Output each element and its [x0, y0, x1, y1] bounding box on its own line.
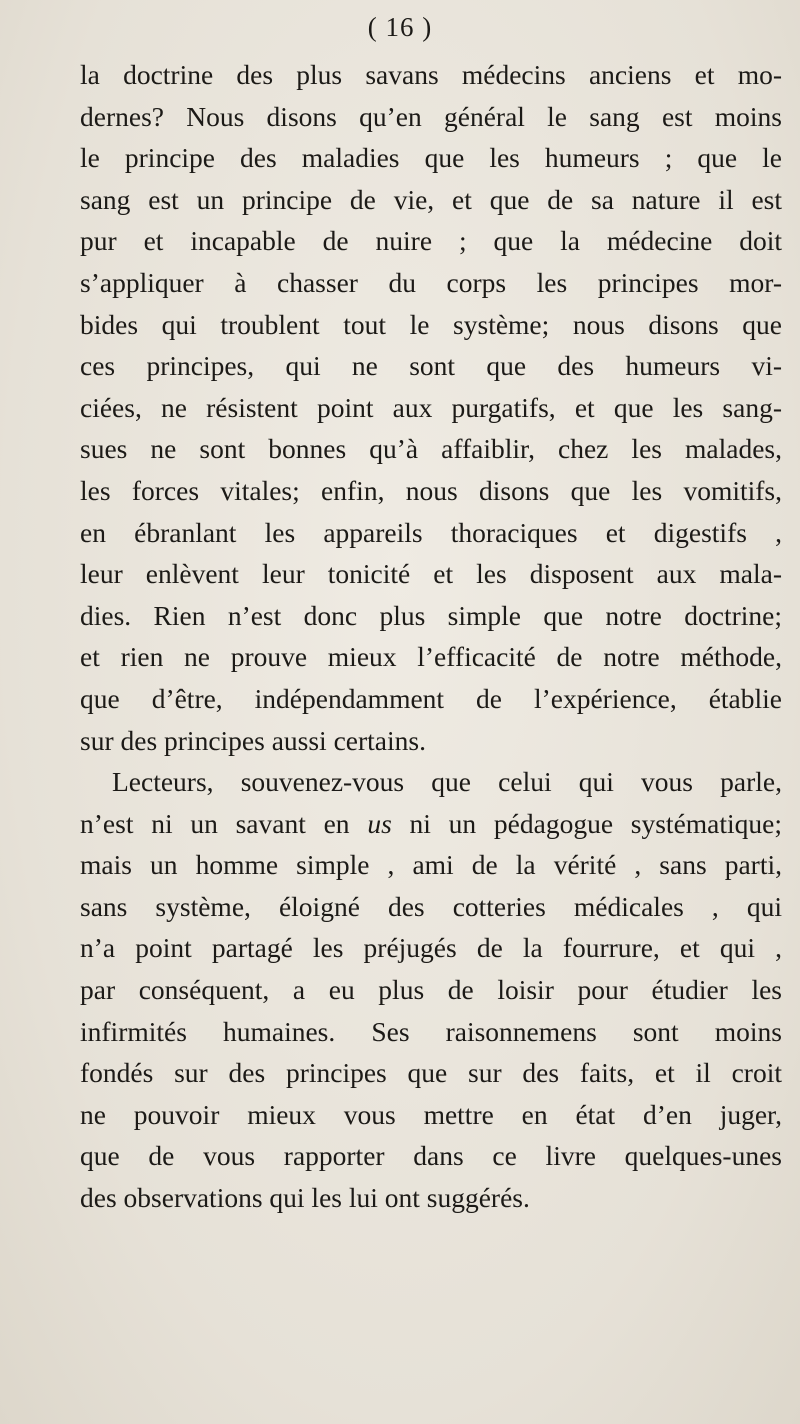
text-line: la doctrine des plus savans médecins anciens et mo- [80, 59, 782, 90]
page-number: ( 16 ) [367, 12, 433, 42]
text-line: par conséquent, a eu plus de loisir pour étudier les [80, 974, 782, 1006]
italic-word: us [367, 807, 392, 839]
paragraph-start-line: Lecteurs, souvenez-vous que celui qui vous parle, [112, 766, 782, 798]
text-line: le principe des maladies que les humeurs ; que le [80, 142, 782, 174]
text-line: en ébranlant les appareils thoraciques et digestifs , [80, 516, 782, 548]
text-segment: ni un pédagogue systématique; [391, 807, 782, 839]
text-line: infirmités humaines. Ses raisonnemens sont moins [80, 1015, 782, 1047]
text-line: mais un homme simple , ami de la vérité , sans parti, [80, 849, 782, 881]
text-line: s’appliquer à chasser du corps les principes mor- [80, 266, 782, 298]
text-line: sues ne sont bonnes qu’à affaiblir, chez les malades, [80, 433, 782, 465]
text-line: ces principes, qui ne sont que des humeurs vi- [80, 350, 782, 382]
text-line: les forces vitales; enfin, nous disons que les vomitifs, [80, 474, 782, 506]
text-line: et rien ne prouve mieux l’efficacité de notre méthode, [80, 641, 782, 673]
text-line: ciées, ne résistent point aux purgatifs, et que les sang- [80, 391, 782, 423]
paragraph-end-line: sur des principes aussi certains. [80, 724, 426, 756]
text-line: dies. Rien n’est donc plus simple que notre doctrine; [80, 599, 782, 631]
text-line: ne pouvoir mieux vous mettre en état d’en juger, [80, 1098, 782, 1130]
text-line: sans système, éloigné des cotteries médicales , qui [80, 890, 782, 922]
text-line: bides qui troublent tout le système; nous disons que [80, 308, 782, 340]
text-line-with-italic [80, 803, 782, 845]
body-text [80, 54, 782, 1219]
text-line: n’a point partagé les préjugés de la fourrure, et qui , [80, 932, 782, 964]
text-line: fondés sur des principes que sur des faits, et il croit [80, 1057, 782, 1089]
text-line: leur enlèvent leur tonicité et les disposent aux mala- [80, 558, 782, 590]
text-line: que de vous rapporter dans ce livre quelques-unes [80, 1140, 782, 1172]
text-line: sang est un principe de vie, et que de sa nature il est [80, 183, 782, 215]
text-line: dernes? Nous disons qu’en général le sang est moins [80, 100, 782, 132]
paragraph-end-line: des observations qui les lui ont suggérés. [80, 1182, 530, 1214]
text-segment: n’est ni un savant en [80, 807, 368, 839]
text-line: pur et incapable de nuire ; que la médecine doit [80, 225, 782, 257]
text-line: que d’être, indépendamment de l’expérience, établie [80, 682, 782, 714]
